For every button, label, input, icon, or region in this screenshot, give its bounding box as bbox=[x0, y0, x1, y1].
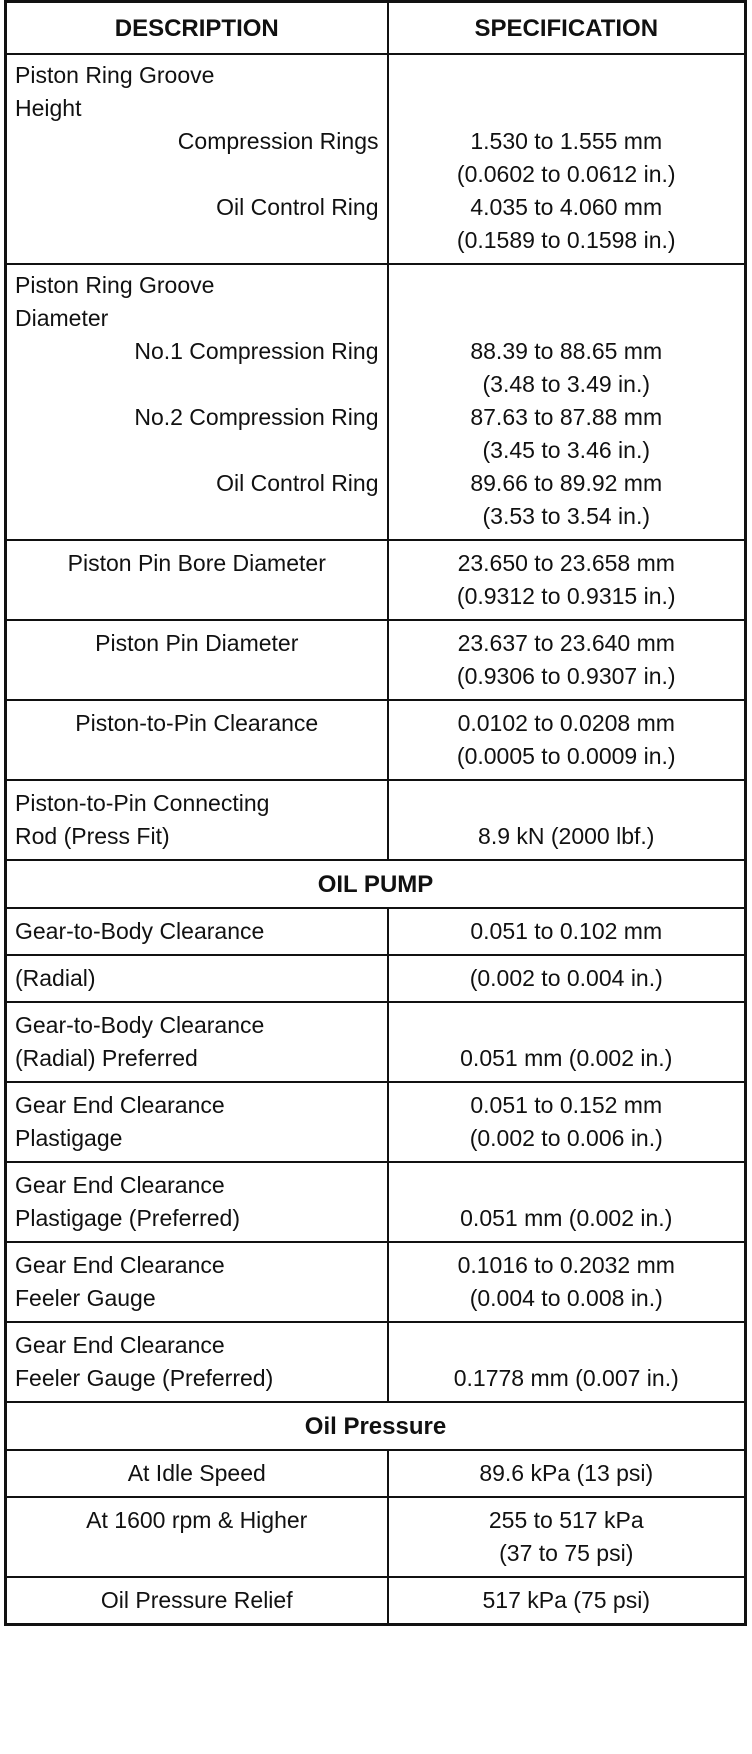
end-plastigage-preferred-desc: Gear End Clearance Plastigage (Preferred) bbox=[6, 1162, 388, 1242]
table-row bbox=[6, 540, 746, 620]
table-row bbox=[6, 1162, 746, 1242]
end-plastigage-spec: 0.051 to 0.152 mm (0.002 to 0.006 in.) bbox=[388, 1082, 746, 1162]
spec-sheet bbox=[4, 0, 744, 1626]
specification-header: SPECIFICATION bbox=[388, 2, 746, 55]
header-row bbox=[6, 2, 746, 55]
table-row bbox=[6, 1577, 746, 1625]
table-row bbox=[6, 620, 746, 700]
high-rpm-spec: 255 to 517 kPa (37 to 75 psi) bbox=[388, 1497, 746, 1577]
table-row bbox=[6, 780, 746, 860]
idle-speed-spec: 89.6 kPa (13 psi) bbox=[388, 1450, 746, 1497]
table-row bbox=[6, 1242, 746, 1322]
table-row bbox=[6, 700, 746, 780]
end-plastigage-desc: Gear End Clearance Plastigage bbox=[6, 1082, 388, 1162]
pressure-relief-desc: Oil Pressure Relief bbox=[6, 1577, 388, 1625]
gear-body-spec: 0.051 to 0.102 mm bbox=[388, 908, 746, 955]
radial-spec: (0.002 to 0.004 in.) bbox=[388, 955, 746, 1002]
gear-body-desc: Gear-to-Body Clearance bbox=[6, 908, 388, 955]
table-row bbox=[6, 264, 746, 540]
pin-bore-spec: 23.650 to 23.658 mm (0.9312 to 0.9315 in.) bbox=[388, 540, 746, 620]
end-plastigage-preferred-spec: 0.051 mm (0.002 in.) bbox=[388, 1162, 746, 1242]
idle-speed-desc: At Idle Speed bbox=[6, 1450, 388, 1497]
press-fit-spec: 8.9 kN (2000 lbf.) bbox=[388, 780, 746, 860]
table-row bbox=[6, 1082, 746, 1162]
pressure-relief-spec: 517 kPa (75 psi) bbox=[388, 1577, 746, 1625]
radial-preferred-spec: 0.051 mm (0.002 in.) bbox=[388, 1002, 746, 1082]
groove-diameter-spec: 88.39 to 88.65 mm (3.48 to 3.49 in.) 87.63 to 87.88 mm (3.45 to 3.46 in.) 89.66 to 89.92 mm (3.53 to 3.54 in.) bbox=[388, 264, 746, 540]
radial-desc: (Radial) bbox=[6, 955, 388, 1002]
radial-preferred-desc: Gear-to-Body Clearance (Radial) Preferred bbox=[6, 1002, 388, 1082]
table-row bbox=[6, 908, 746, 955]
end-feeler-preferred-spec: 0.1778 mm (0.007 in.) bbox=[388, 1322, 746, 1402]
pin-diameter-spec: 23.637 to 23.640 mm (0.9306 to 0.9307 in.) bbox=[388, 620, 746, 700]
pin-diameter-desc: Piston Pin Diameter bbox=[6, 620, 388, 700]
table-row bbox=[6, 1322, 746, 1402]
section-row bbox=[6, 860, 746, 908]
high-rpm-desc: At 1600 rpm & Higher bbox=[6, 1497, 388, 1577]
table-row bbox=[6, 1497, 746, 1577]
pin-clearance-desc: Piston-to-Pin Clearance bbox=[6, 700, 388, 780]
press-fit-desc: Piston-to-Pin Connecting Rod (Press Fit) bbox=[6, 780, 388, 860]
end-feeler-desc: Gear End Clearance Feeler Gauge bbox=[6, 1242, 388, 1322]
oil-pump-heading: OIL PUMP bbox=[6, 860, 746, 908]
description-header: DESCRIPTION bbox=[6, 2, 388, 55]
section-row bbox=[6, 1402, 746, 1450]
groove-height-desc: Piston Ring Groove Height Compression Rings Oil Control Ring bbox=[6, 54, 388, 264]
specification-table bbox=[4, 0, 747, 1626]
pin-bore-desc: Piston Pin Bore Diameter bbox=[6, 540, 388, 620]
groove-diameter-desc: Piston Ring Groove Diameter No.1 Compression Ring No.2 Compression Ring Oil Control Ring bbox=[6, 264, 388, 540]
groove-height-spec: 1.530 to 1.555 mm (0.0602 to 0.0612 in.) 4.035 to 4.060 mm (0.1589 to 0.1598 in.) bbox=[388, 54, 746, 264]
table-row bbox=[6, 54, 746, 264]
table-row bbox=[6, 955, 746, 1002]
table-row bbox=[6, 1002, 746, 1082]
oil-pressure-heading: Oil Pressure bbox=[6, 1402, 746, 1450]
end-feeler-spec: 0.1016 to 0.2032 mm (0.004 to 0.008 in.) bbox=[388, 1242, 746, 1322]
table-row bbox=[6, 1450, 746, 1497]
pin-clearance-spec: 0.0102 to 0.0208 mm (0.0005 to 0.0009 in.) bbox=[388, 700, 746, 780]
end-feeler-preferred-desc: Gear End Clearance Feeler Gauge (Preferred) bbox=[6, 1322, 388, 1402]
